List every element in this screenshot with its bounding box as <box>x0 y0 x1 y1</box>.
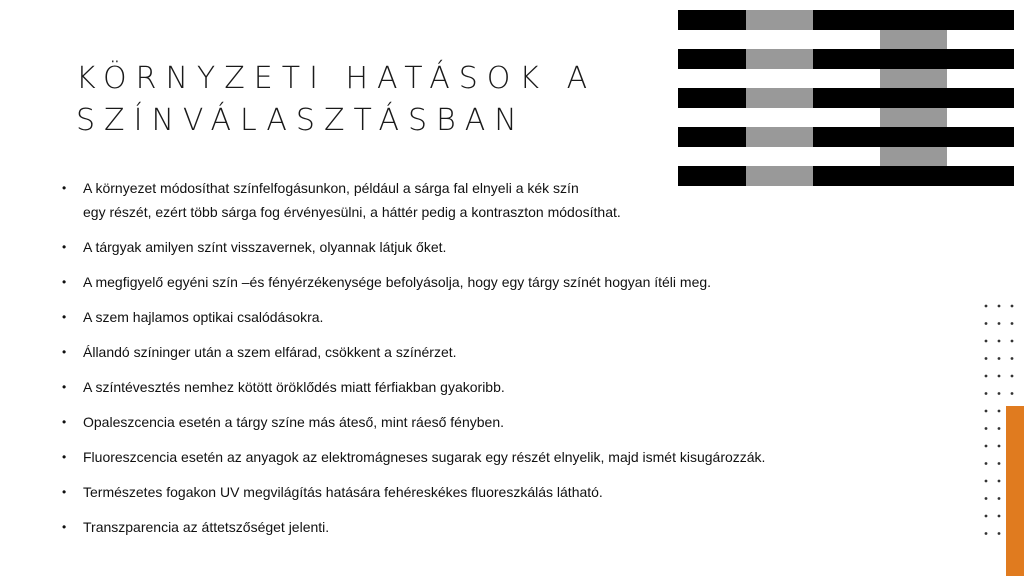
grid-dot <box>998 515 1001 518</box>
grid-dot <box>998 410 1001 413</box>
grid-dot <box>985 392 988 395</box>
stripe-illusion-graphic <box>678 10 1014 186</box>
bullet-text: • Opaleszcencia esetén a tárgy színe más áteső, mint ráeső fényben. <box>83 414 505 430</box>
bullet-item <box>62 176 862 224</box>
bullet-item <box>62 410 862 434</box>
stripe-black <box>678 49 1014 69</box>
gray-block <box>746 127 813 147</box>
bullet-text: • A megfigyelő egyéni szín –és fényérzékenysége befolyásolja, hogy egy tárgy színét hogyan ítéli meg. <box>83 274 712 290</box>
grid-dot <box>998 427 1001 430</box>
grid-dot <box>998 357 1001 360</box>
grid-dot <box>985 322 988 325</box>
gray-block <box>880 108 947 127</box>
bullet-text-continuation: egy részét, ezért több sárga fog érvényesülni, a háttér pedig a kontraszton módosíthat. <box>83 204 621 220</box>
bullet-text: • A tárgyak amilyen színt visszavernek, olyannak látjuk őket. <box>83 239 447 255</box>
grid-dot <box>985 410 988 413</box>
grid-dot <box>985 532 988 535</box>
bullet-item <box>62 515 862 539</box>
grid-dot <box>998 375 1001 378</box>
grid-dot <box>1011 305 1014 308</box>
bullet-item <box>62 340 862 364</box>
gray-block <box>880 147 947 166</box>
bullet-text: • A színtévesztés nemhez kötött öröklődés miatt férfiakban gyakoribb. <box>83 379 505 395</box>
grid-dot <box>998 392 1001 395</box>
stripe-black <box>678 88 1014 108</box>
bullet-item <box>62 305 862 329</box>
bullet-list <box>62 176 862 550</box>
slide-title-line-2: SZÍNVÁLASZTÁSBAN <box>76 103 526 138</box>
grid-dot <box>985 305 988 308</box>
gray-block <box>880 30 947 49</box>
bullet-item <box>62 270 862 294</box>
gray-block <box>746 10 813 30</box>
gray-block <box>746 49 813 69</box>
grid-dot <box>998 462 1001 465</box>
grid-dot <box>985 445 988 448</box>
bullet-text: • Természetes fogakon UV megvilágítás hatására fehéreskékes fluoreszkálás látható. <box>83 484 603 500</box>
accent-bar <box>1006 406 1024 576</box>
grid-dot <box>985 515 988 518</box>
bullet-text: • Fluoreszcencia esetén az anyagok az elektromágneses sugarak egy részét elnyelik, majd ismét kisugározzák. <box>83 449 766 465</box>
bullet-item <box>62 375 862 399</box>
grid-dot <box>985 375 988 378</box>
stripe-black <box>678 10 1014 30</box>
grid-dot <box>985 427 988 430</box>
grid-dot <box>998 497 1001 500</box>
gray-block <box>880 69 947 88</box>
stripe-black <box>678 127 1014 147</box>
grid-dot <box>985 480 988 483</box>
grid-dot <box>1011 357 1014 360</box>
bullet-text: • Állandó színinger után a szem elfárad, csökkent a színérzet. <box>83 344 457 360</box>
grid-dot <box>1011 322 1014 325</box>
grid-dot <box>998 322 1001 325</box>
grid-dot <box>1011 375 1014 378</box>
bullet-item <box>62 445 862 469</box>
grid-dot <box>1011 340 1014 343</box>
grid-dot <box>998 480 1001 483</box>
bullet-text: • A környezet módosíthat színfelfogásunkon, például a sárga fal elnyeli a kék szín <box>83 180 579 196</box>
gray-block <box>746 88 813 108</box>
bullet-item <box>62 235 862 259</box>
bullet-text: • Transzparencia az áttetszőséget jelenti. <box>83 519 330 535</box>
grid-dot <box>998 445 1001 448</box>
grid-dot <box>985 462 988 465</box>
bullet-item <box>62 480 862 504</box>
grid-dot <box>998 305 1001 308</box>
slide-title <box>76 58 676 142</box>
grid-dot <box>985 357 988 360</box>
grid-dot <box>985 340 988 343</box>
grid-dot <box>985 497 988 500</box>
grid-dot <box>998 340 1001 343</box>
slide-title-line-1: KÖRNYZETI HATÁSOK A <box>76 61 597 96</box>
grid-dot <box>998 532 1001 535</box>
bullet-text: • A szem hajlamos optikai csalódásokra. <box>83 309 324 325</box>
grid-dot <box>1011 392 1014 395</box>
